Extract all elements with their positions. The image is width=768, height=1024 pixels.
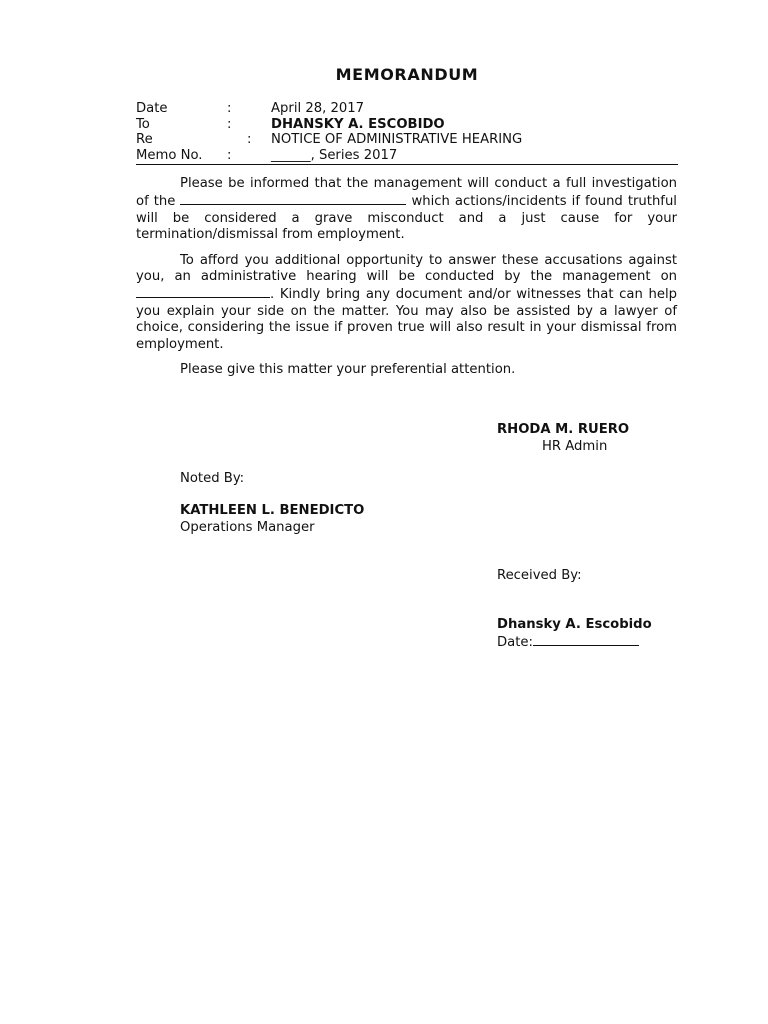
header-date-row	[136, 101, 678, 117]
header-re-row	[136, 132, 678, 148]
date-value: April 28, 2017	[271, 101, 365, 116]
to-value: DHANSKY A. ESCOBIDO	[271, 116, 445, 132]
memo-no-label: Memo No.	[136, 147, 203, 163]
header-memo-no-row	[136, 148, 678, 164]
paragraph2-text-a: To afford you additional opportunity to answer these accusations against you, an administrative hearing will be conducted by the management on	[136, 252, 677, 285]
noted-by-label: Noted By:	[180, 471, 245, 486]
to-colon: :	[227, 116, 232, 132]
re-value: NOTICE OF ADMINISTRATIVE HEARING	[271, 132, 523, 147]
received-by-name: Dhansky A. Escobido	[497, 617, 652, 632]
memo-no-value: ______, Series 2017	[271, 147, 398, 163]
re-colon: :	[247, 132, 252, 147]
re-label: Re	[136, 132, 153, 147]
paragraph-hearing	[136, 253, 677, 353]
noted-by-name: KATHLEEN L. BENEDICTO	[180, 503, 365, 518]
received-by-label: Received By:	[497, 568, 582, 583]
signatory-title: HR Admin	[542, 439, 608, 454]
memo-header	[136, 101, 678, 163]
header-to-row	[136, 117, 678, 133]
hearing-date-blank	[136, 285, 270, 298]
date-colon: :	[227, 101, 232, 116]
paragraph-attention	[136, 362, 677, 378]
received-date-blank	[533, 633, 639, 646]
memo-no-colon: :	[227, 147, 232, 163]
memo-body	[136, 176, 677, 387]
paragraph-investigation	[136, 176, 677, 244]
signatory-name: RHODA M. RUERO	[497, 422, 630, 437]
noted-by-title: Operations Manager	[180, 520, 315, 535]
to-label: To	[136, 116, 150, 132]
paragraph1-text-b: which actions/incidents if found truthful will be considered a grave misconduct and a just cause for your termination/dismissal from employment.	[136, 194, 677, 243]
date-label: Date	[136, 101, 168, 116]
received-date-label: Date:	[497, 635, 533, 650]
paragraph2-text-b: . Kindly bring any document and/or witnesses that can help you explain your side on the matter. You may also be assisted by a lawyer of choice, considering the issue if proven true will also result in your dismissal from employment.	[136, 287, 677, 352]
investigation-blank	[180, 192, 406, 205]
paragraph1-text-a: Please be informed that the management will conduct a full investigation of the	[136, 176, 677, 210]
received-date-row	[497, 633, 639, 651]
paragraph3-text: Please give this matter your preferential attention.	[180, 362, 516, 378]
header-divider	[136, 164, 678, 165]
memo-title: MEMORANDUM	[335, 65, 479, 84]
